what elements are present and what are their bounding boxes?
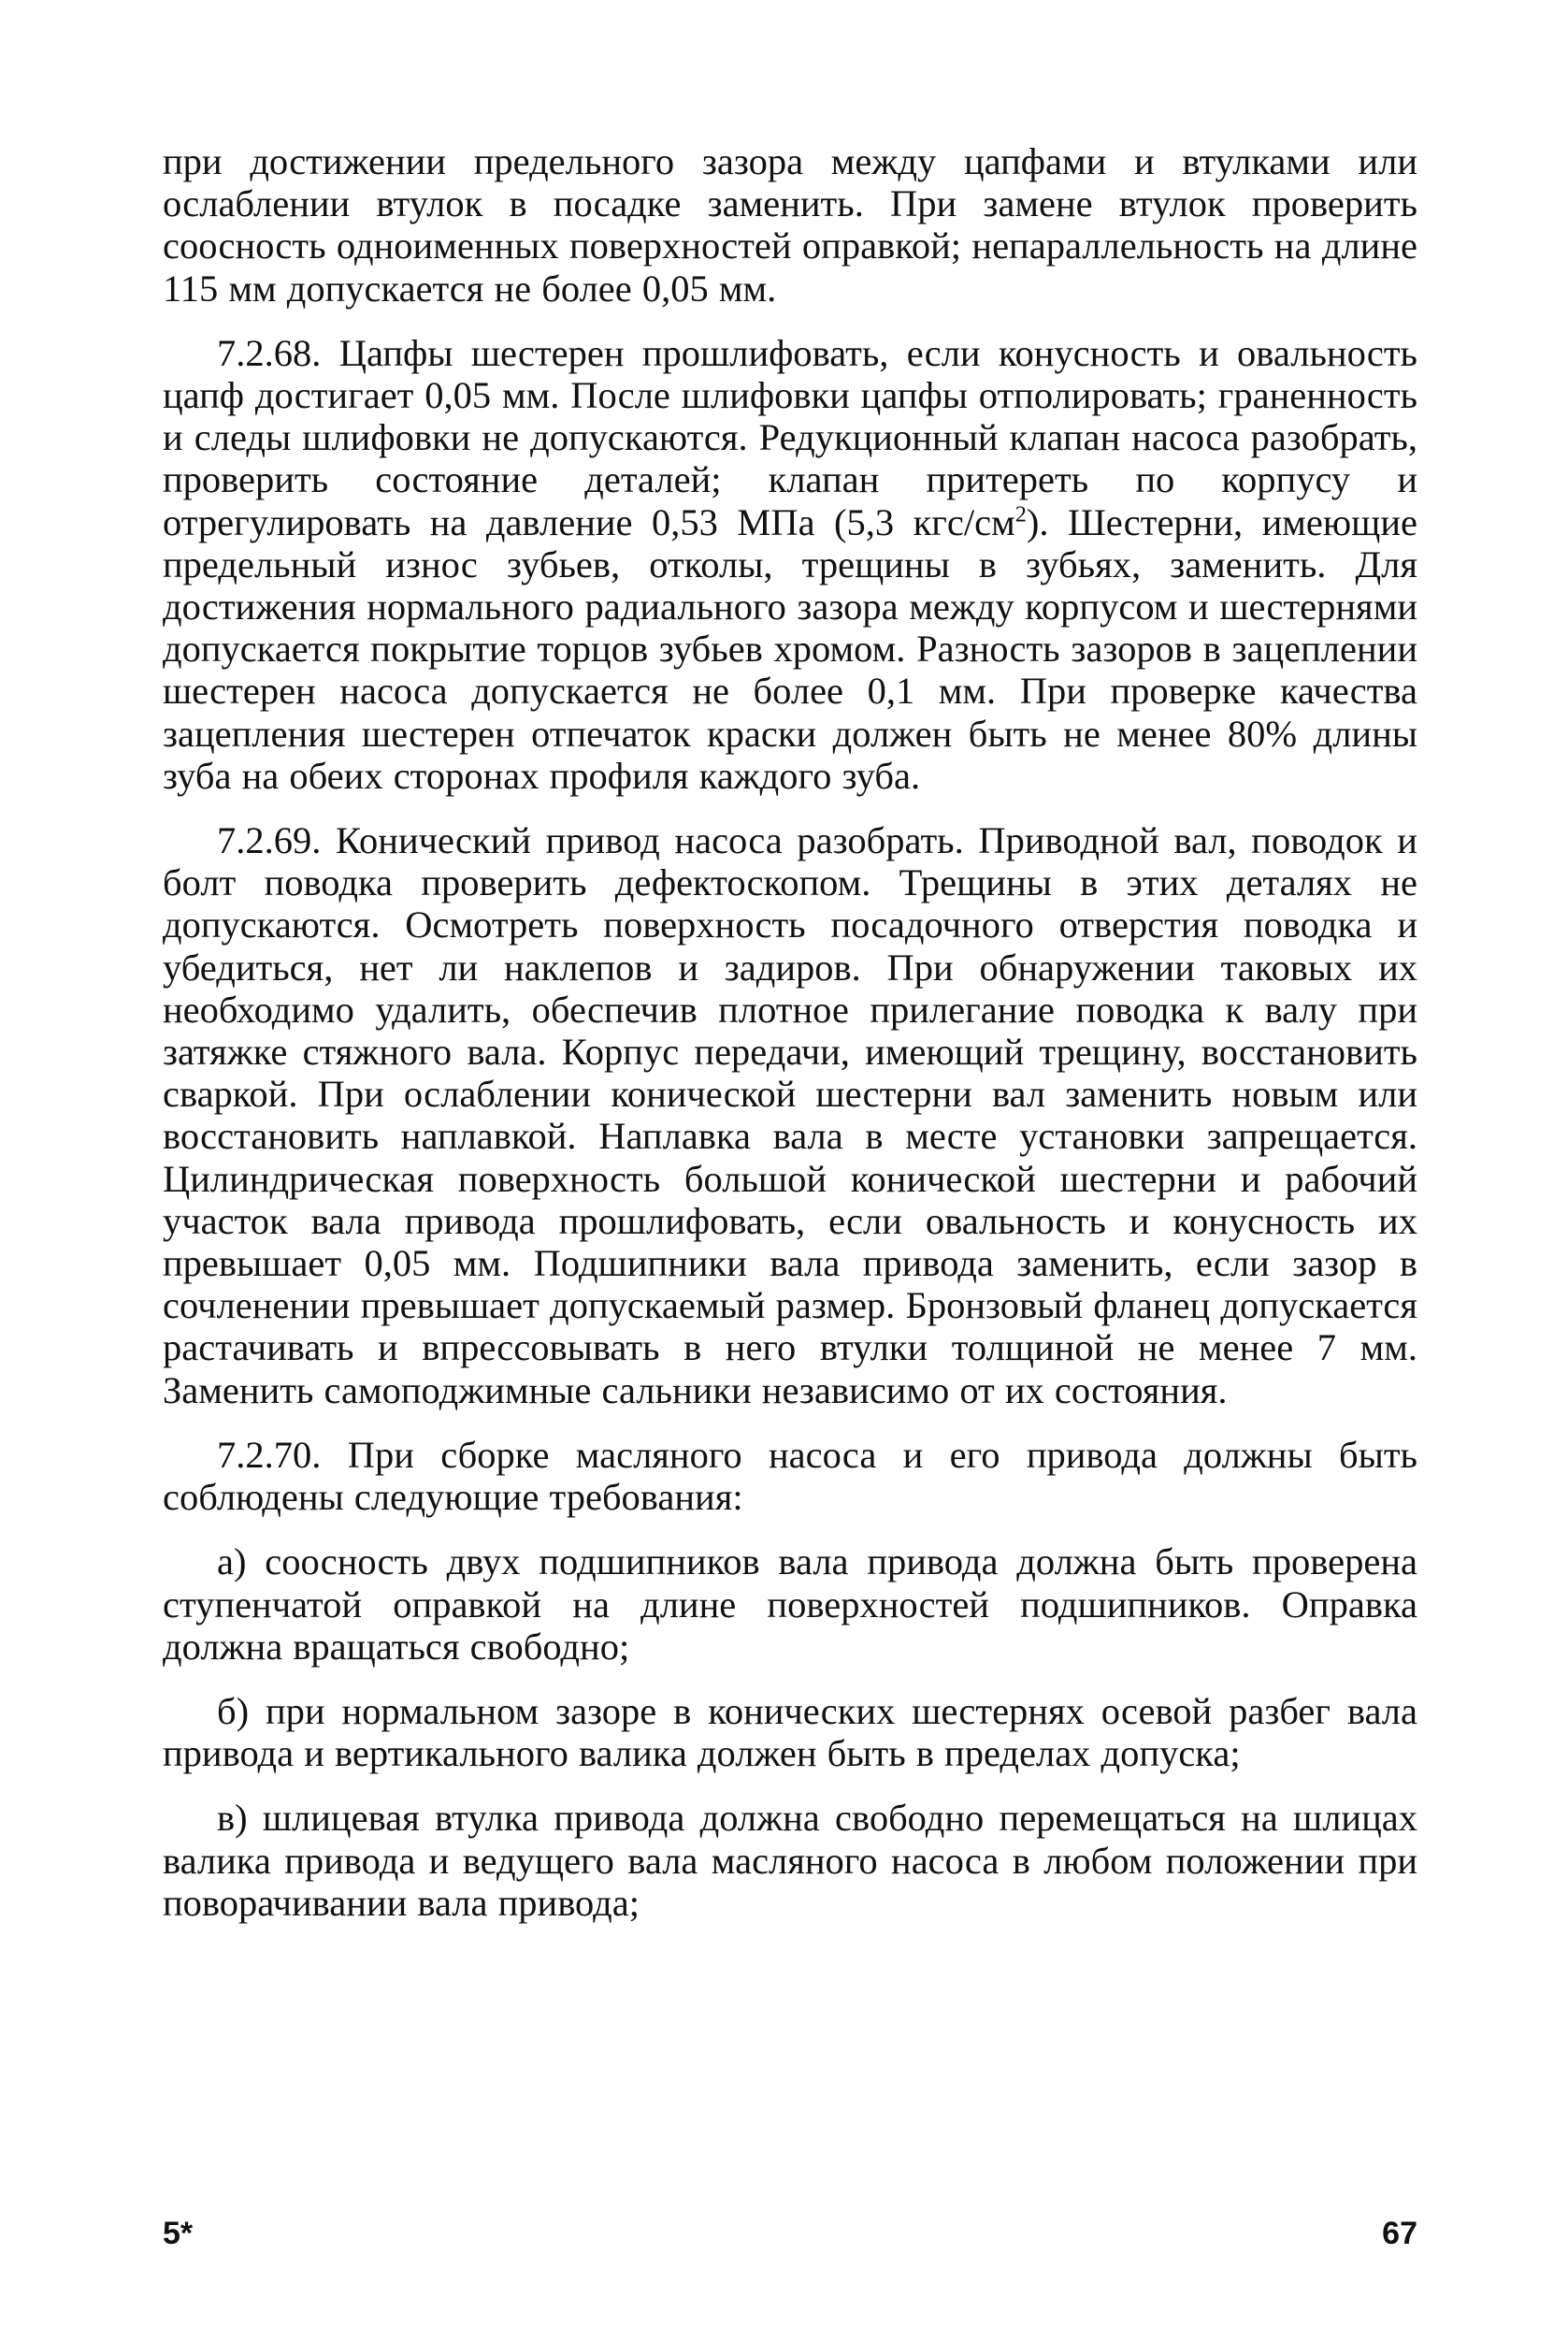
list-item-a-text: а) соосность двух подшипников вала привода должна быть проверена ступенчатой оправкой на длине поверхностей подшипников. Оправка должна вращаться свободно;	[163, 1540, 1417, 1668]
list-item-b	[163, 1690, 1417, 1774]
signature-mark: 5*	[163, 2216, 194, 2251]
paragraph-continuation	[163, 140, 1417, 310]
paragraph-7-2-68	[163, 332, 1417, 797]
document-page	[163, 140, 1417, 2251]
paragraph-7-2-68-text-part-2: ). Шестерни, имеющие предельный износ зубьев, отколы, трещины в зубьях, заменить. Для достижения нормального радиального зазора между корпусом и шестернями допускается покрытие торцов зубьев хромом. Разность зазоров в зацеплении шестерен насоса допускается не более 0,1 мм. При проверке качества зацепления шестерен отпечаток краски должен быть не менее 80% длины зуба на обеих сторонах профиля каждого зуба.	[163, 500, 1417, 797]
page-footer	[163, 2215, 1417, 2252]
paragraph-7-2-69-text: 7.2.69. Конический привод насоса разобрать. Приводной вал, поводок и болт поводка проверить дефектоскопом. Трещины в этих деталях не допускаются. Осмотреть поверхность посадочного отверстия поводка и убедиться, нет ли наклепов и задиров. При обнаружении таковых их необходимо удалить, обеспечив плотное прилегание поводка к валу при затяжке стяжного вала. Корпус передачи, имеющий трещину, восстановить сваркой. При ослаблении конической шестерни вал заменить новым или восстановить наплавкой. Наплавка вала в месте установки запрещается. Цилиндрическая поверхность большой конической шестерни и рабочий участок вала привода прошлифовать, если овальность и конусность их превышает 0,05 мм. Подшипники вала привода заменить, если зазор в сочленении превышает допускаемый размер. Бронзовый фланец допускается растачивать и впрессовывать в него втулки толщиной не менее 7 мм. Заменить самоподжимные сальники независимо от их состояния.	[163, 819, 1417, 1411]
paragraph-7-2-68-text-part-1: 7.2.68. Цапфы шестерен прошлифовать, если конусность и овальность цапф достигает 0,05 мм. После шлифовки цапфы отполировать; граненность и следы шлифовки не допускаются. Редукционный клапан насоса разобрать, проверить состояние деталей; клапан притереть по корпусу и отрегулировать на давление 0,53 МПа (5,3 кгс/см	[163, 331, 1417, 543]
list-item-v	[163, 1797, 1417, 1924]
paragraph-continuation-text: при достижении предельного зазора между цапфами и втулками или ослаблении втулок в посадке заменить. При замене втулок проверить соосность одноименных поверхностей оправкой; непараллельность на длине 115 мм допускается не более 0,05 мм.	[163, 140, 1417, 310]
body-text	[163, 140, 1417, 1924]
paragraph-7-2-69	[163, 819, 1417, 1411]
page-number: 67	[1382, 2216, 1417, 2251]
paragraph-7-2-70	[163, 1434, 1417, 1518]
list-item-a	[163, 1540, 1417, 1668]
list-item-v-text: в) шлицевая втулка привода должна свободно перемещаться на шлицах валика привода и ведущего вала масляного насоса в любом положении при поворачивании вала привода;	[163, 1797, 1417, 1924]
list-item-b-text: б) при нормальном зазоре в конических шестернях осевой разбег вала привода и вертикального валика должен быть в пределах допуска;	[163, 1689, 1417, 1775]
superscript-2: 2	[1014, 501, 1027, 527]
paragraph-7-2-70-text: 7.2.70. При сборке масляного насоса и его привода должны быть соблюдены следующие требования:	[163, 1433, 1417, 1519]
